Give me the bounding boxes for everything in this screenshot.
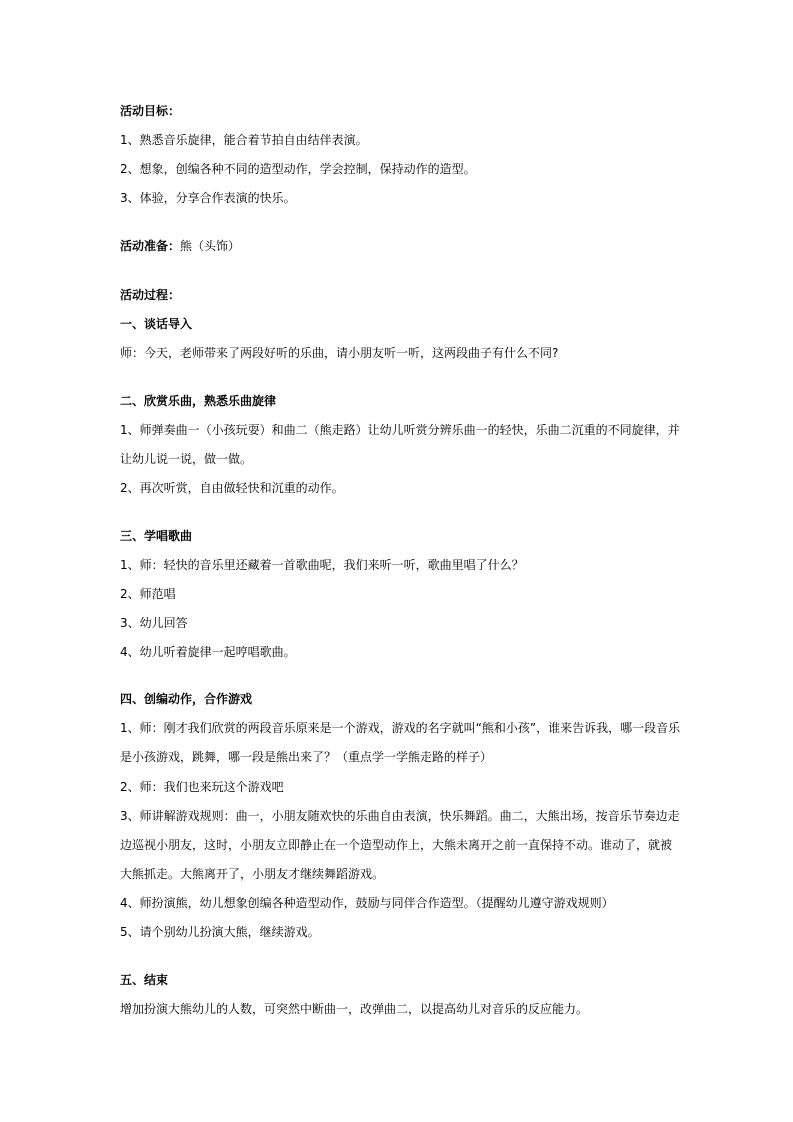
- section-3-line-3: 3、幼儿回答: [120, 616, 188, 630]
- section-4-line-1: 1、师：刚才我们欣赏的两段音乐原来是一个游戏，游戏的名字就叫“熊和小孩”，谁来告诉我，哪一段音乐: [120, 721, 681, 735]
- goals-heading: 活动目标：: [120, 104, 181, 118]
- section-4-line-4: 3、师讲解游戏规则：曲一，小朋友随欢快的乐曲自由表演，快乐舞蹈。曲二，大熊出场，按音乐节奏边走: [120, 809, 680, 823]
- section-3-heading: 三、学唱歌曲: [120, 529, 193, 543]
- section-2-line-2: 让幼儿说一说，做一做。: [120, 452, 253, 466]
- section-1-line-1: 师：今天，老师带来了两段好听的乐曲，请小朋友听一听，这两段曲子有什么不同?: [120, 346, 559, 360]
- section-3-line-1: 1、师：轻快的音乐里还藏着一首歌曲呢，我们来听一听，歌曲里唱了什么？: [120, 558, 524, 572]
- goal-item-1: 1、熟悉音乐旋律，能合着节拍自由结伴表演。: [120, 133, 368, 147]
- section-2-line-1: 1、师弹奏曲一（小孩玩耍）和曲二（熊走路）让幼儿听赏分辨乐曲一的轻快，乐曲二沉重的不同旋律，并: [120, 423, 680, 437]
- section-4-line-5: 边巡视小朋友，这时，小朋友立即静止在一个造型动作上，大熊未离开之前一直保持不动。谁动了，就被: [120, 838, 673, 852]
- section-1-heading: 一、谈话导入: [120, 317, 193, 331]
- section-3-line-2: 2、师范唱: [120, 587, 176, 601]
- section-3-line-4: 4、幼儿听着旋律一起哼唱歌曲。: [120, 645, 296, 659]
- goal-item-2: 2、想象，创编各种不同的造型动作，学会控制，保持动作的造型。: [120, 162, 476, 176]
- section-4-line-6: 大熊抓走。大熊离开了，小朋友才继续舞蹈游戏。: [120, 867, 385, 881]
- goal-item-3: 3、体验，分享合作表演的快乐。: [120, 191, 296, 205]
- section-4-line-2: 是小孩游戏，跳舞，哪一段是熊出来了？（重点学一学熊走路的样子）: [120, 750, 493, 764]
- section-4-line-3: 2、师：我们也来玩这个游戏吧: [120, 780, 284, 794]
- section-5-line-1: 增加扮演大熊幼儿的人数，可突然中断曲一，改弹曲二，以提高幼儿对音乐的反应能力。: [120, 1002, 589, 1016]
- section-2-heading: 二、欣赏乐曲，熟悉乐曲旋律: [120, 394, 277, 408]
- section-5-heading: 五、结束: [120, 973, 169, 987]
- prep-line: [120, 238, 680, 254]
- section-4-heading: 四、创编动作，合作游戏: [120, 692, 253, 706]
- prep-label: 活动准备：: [120, 239, 181, 253]
- section-4-line-8: 5、请个别幼儿扮演大熊，继续游戏。: [120, 925, 320, 939]
- prep-value: 熊（头饰）: [180, 239, 241, 253]
- section-4-line-7: 4、师扮演熊，幼儿想象创编各种造型动作，鼓励与同伴合作造型。（提醒幼儿遵守游戏规则）: [120, 896, 614, 910]
- process-heading: 活动过程：: [120, 288, 181, 302]
- section-2-line-3: 2、再次听赏，自由做轻快和沉重的动作。: [120, 481, 344, 495]
